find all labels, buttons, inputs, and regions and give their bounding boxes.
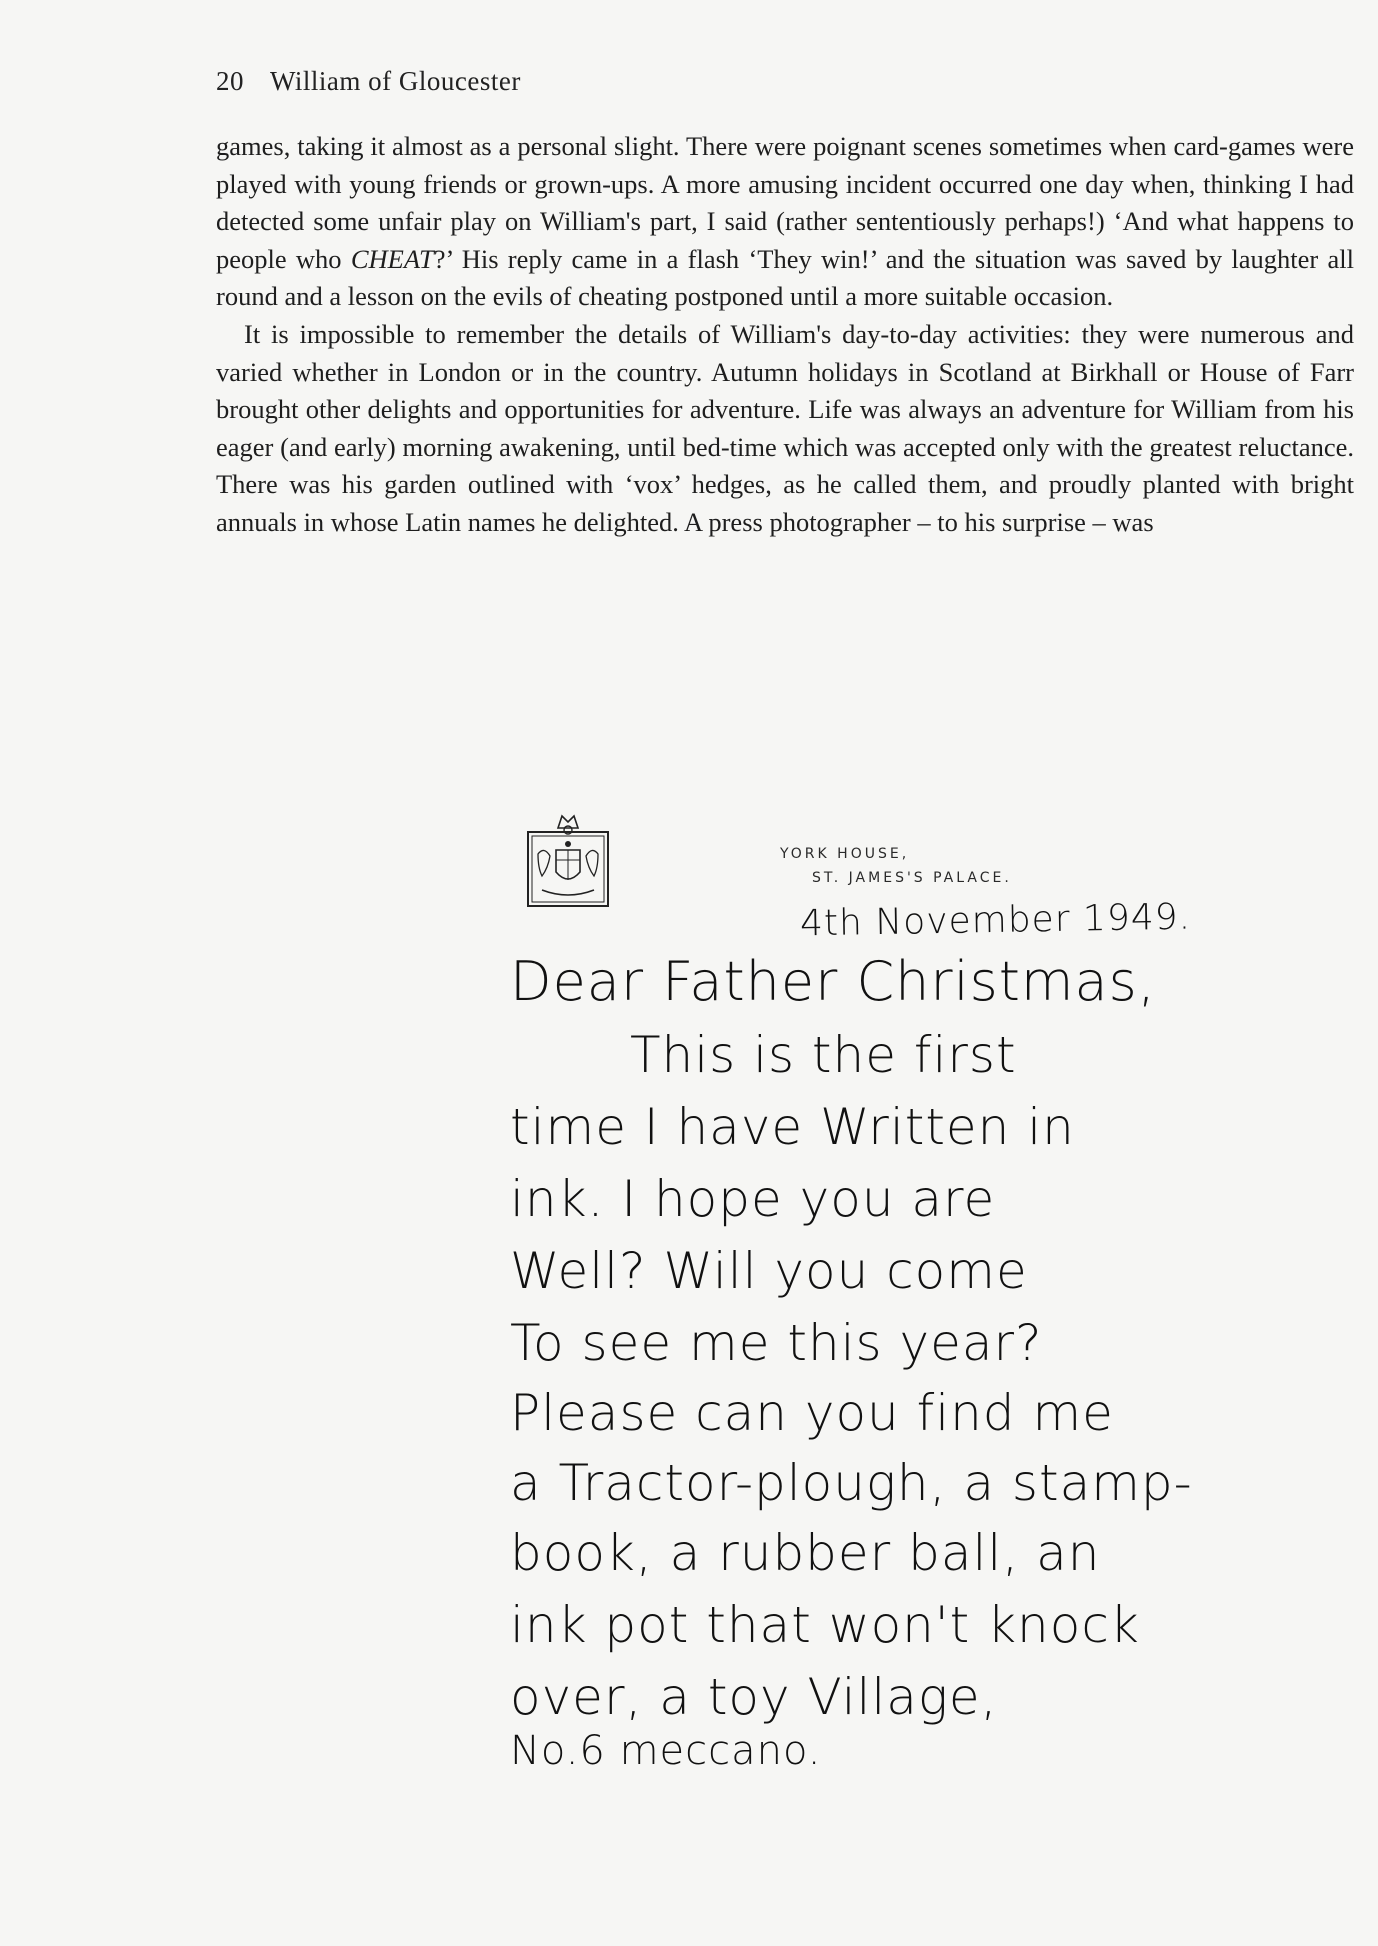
running-head	[216, 66, 521, 97]
letter-line: ink. I hope you are	[510, 1170, 996, 1228]
royal-crest-icon	[524, 810, 612, 910]
letter-salutation: Dear Father Christmas,	[510, 950, 1156, 1013]
paragraph-1	[216, 128, 1354, 316]
letter-line: Well? Will you come	[510, 1242, 1028, 1300]
paragraph-1-emphasis: CHEAT	[350, 243, 434, 274]
letter-date: 4th November 1949.	[799, 896, 1192, 945]
letterhead-line-1: YORK HOUSE,	[780, 846, 910, 862]
letter-line: Please can you find me	[510, 1384, 1114, 1442]
paragraph-2: It is impossible to remember the details of William's day-to-day activities: they were numerous and varied whether in London or in the country. Autumn holidays in Scotland at Birkhall or House of Farr brought other delights and opportunities for adventure. Life was always an adventure for William from his eager (and early) morning awakening, until bed-time which was accepted only with the greatest reluctance. There was his garden outlined with ‘vox’ hedges, as he called them, and proudly planted with bright annuals in whose Latin names he delighted. A press photographer – to his surprise – was	[216, 318, 1354, 537]
letter-line: book, a rubber ball, an	[510, 1524, 1101, 1582]
letter-line: a Tractor-plough, a stamp-	[510, 1454, 1193, 1512]
letterhead-line-2: ST. JAMES'S PALACE.	[812, 870, 1012, 886]
body-text	[216, 128, 1354, 542]
running-head-title: William of Gloucester	[270, 66, 521, 96]
paragraph-1-before: games, taking it almost as a personal slight. There were poignant scenes sometimes when card-games were played with young friends or grown-ups. A more amusing incident occurred one day when, thinking I had detected some unfair play on William's part, I said (rather sententiously perhaps!) ‘And what happens to people who	[216, 131, 1354, 274]
letter-line: time I have Written in	[510, 1098, 1075, 1156]
letter-line: No.6 meccano.	[510, 1728, 822, 1774]
page-number: 20	[216, 66, 244, 96]
letter-facsimile	[500, 800, 1193, 1774]
letter-line: over, a toy Village,	[510, 1668, 998, 1726]
paragraph-1-after: ?’ His reply came in a flash ‘They win!’ and the situation was saved by laughter all round and a lesson on the evils of cheating postponed until a more suitable occasion.	[216, 243, 1354, 312]
letter-line: ink pot that won't knock	[510, 1596, 1140, 1654]
letter-line: This is the first	[630, 1026, 1017, 1084]
letterhead	[780, 842, 1012, 890]
letter-line: To see me this year?	[510, 1314, 1043, 1372]
